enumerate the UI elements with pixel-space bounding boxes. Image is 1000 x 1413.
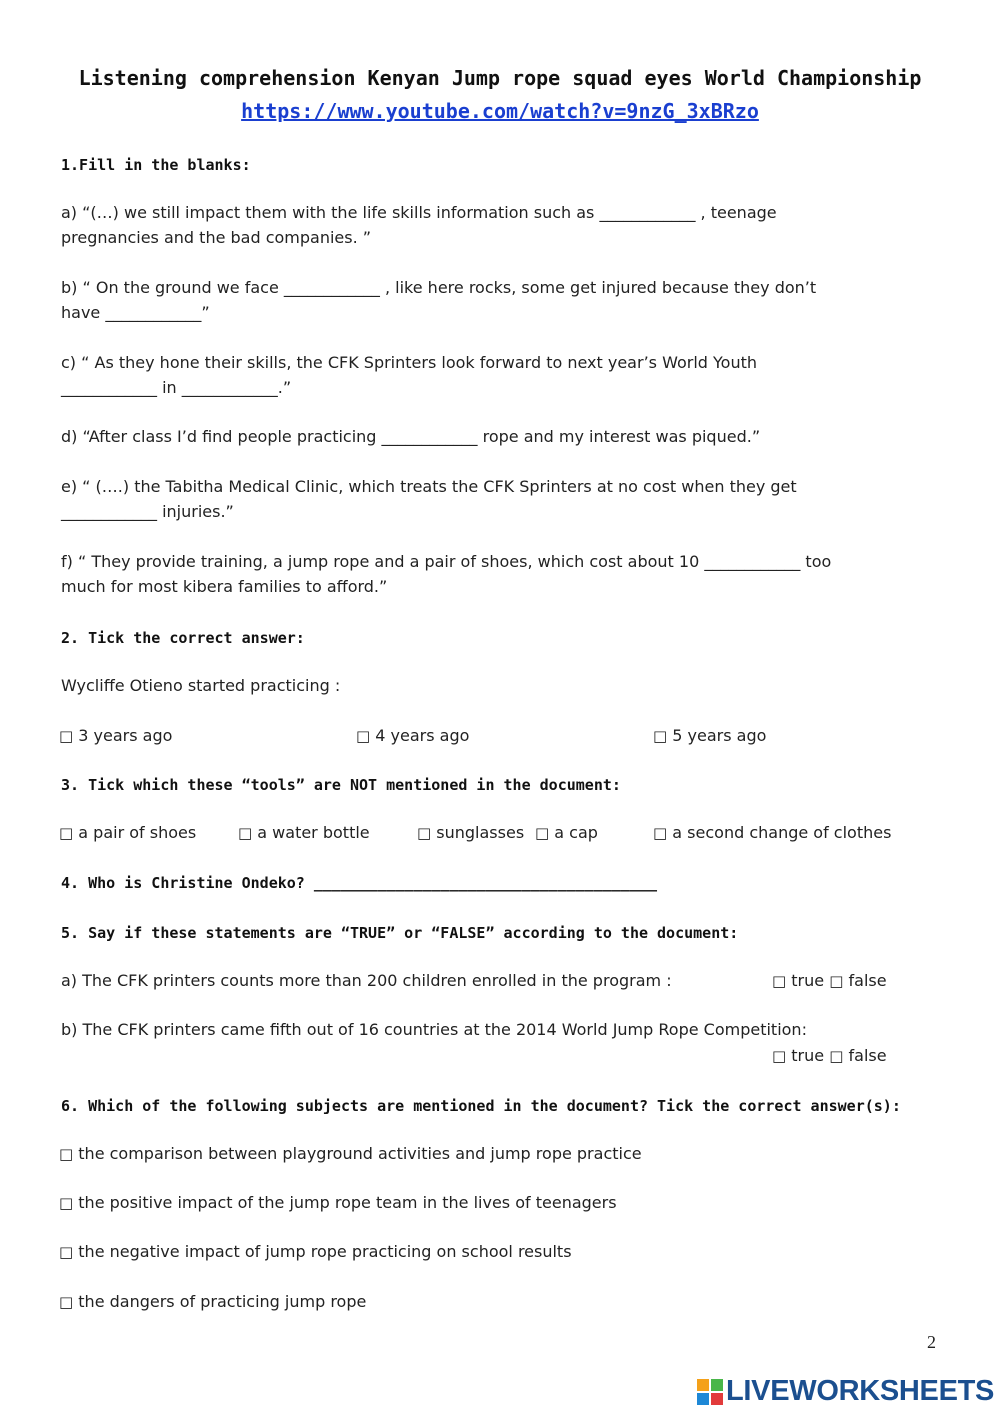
q3-option-4[interactable]	[535, 823, 598, 842]
checkbox-icon[interactable]: □	[772, 972, 787, 990]
q6-option-label: the negative impact of jump rope practicing on school results	[78, 1242, 572, 1261]
logo-text: LIVEWORKSHEETS	[726, 1375, 995, 1407]
q3-option-2[interactable]	[238, 823, 370, 842]
q3-option-1[interactable]	[59, 823, 196, 842]
q2-heading: 2. Tick the correct answer:	[61, 629, 305, 647]
q1-heading: 1.Fill in the blanks:	[61, 156, 251, 174]
q1e-line1: e) “ (….) the Tabitha Medical Clinic, which treats the CFK Sprinters at no cost when they get	[61, 477, 797, 496]
q1d-line1: d) “After class I’d find people practicing ____________ rope and my interest was piqued.”	[61, 427, 761, 446]
q6-option-label: the positive impact of the jump rope team in the lives of teenagers	[78, 1193, 617, 1212]
q6-option-4[interactable]	[59, 1292, 366, 1311]
checkbox-icon[interactable]: □	[238, 824, 253, 842]
checkbox-icon[interactable]: □	[356, 727, 371, 745]
q5b-answers	[772, 1046, 887, 1065]
q3-option-label: a second change of clothes	[672, 823, 892, 842]
q3-option-label: a pair of shoes	[78, 823, 197, 842]
q6-heading: 6. Which of the following subjects are mentioned in the document? Tick the correct answer(s):	[61, 1097, 901, 1115]
q6-option-label: the comparison between playground activities and jump rope practice	[78, 1144, 642, 1163]
q6-option-3[interactable]	[59, 1242, 572, 1261]
checkbox-icon[interactable]: □	[59, 727, 74, 745]
checkbox-icon[interactable]: □	[535, 824, 550, 842]
checkbox-icon[interactable]: □	[653, 727, 668, 745]
true-label: true	[791, 1046, 825, 1065]
checkbox-icon[interactable]: □	[59, 1194, 74, 1212]
q1f-line2: much for most kibera families to afford.”	[61, 577, 388, 596]
q3-option-3[interactable]	[417, 823, 524, 842]
checkbox-icon[interactable]: □	[59, 1145, 74, 1163]
checkbox-icon[interactable]: □	[829, 972, 844, 990]
q2-option-1[interactable]	[59, 726, 172, 745]
q1e-line2: ____________ injuries.”	[61, 502, 234, 521]
q3-heading: 3. Tick which these “tools” are NOT mentioned in the document:	[61, 776, 621, 794]
q3-option-label: a water bottle	[257, 823, 370, 842]
q3-option-label: a cap	[554, 823, 598, 842]
q1a-line1: a) “(…) we still impact them with the life skills information such as ____________ , teenage	[61, 203, 777, 222]
q2-prompt: Wycliffe Otieno started practicing :	[61, 676, 341, 695]
video-link-line	[0, 99, 1000, 123]
true-label: true	[791, 971, 825, 990]
q1b-line2: have ____________”	[61, 303, 210, 322]
liveworksheets-logo-icon	[697, 1379, 723, 1405]
q1f-line1: f) “ They provide training, a jump rope and a pair of shoes, which cost about 10 ____________ too	[61, 552, 832, 571]
video-link[interactable]: https://www.youtube.com/watch?v=9nzG_3xBRzo	[241, 99, 759, 123]
q3-option-label: sunglasses	[436, 823, 525, 842]
checkbox-icon[interactable]: □	[417, 824, 432, 842]
q5-heading: 5. Say if these statements are “TRUE” or “FALSE” according to the document:	[61, 924, 739, 942]
q2-option-label: 3 years ago	[78, 726, 173, 745]
checkbox-icon[interactable]: □	[829, 1047, 844, 1065]
q5b-statement: b) The CFK printers came fifth out of 16 countries at the 2014 World Jump Rope Competition:	[61, 1020, 807, 1039]
checkbox-icon[interactable]: □	[59, 1243, 74, 1261]
checkbox-icon[interactable]: □	[653, 824, 668, 842]
liveworksheets-logo	[697, 1375, 994, 1408]
checkbox-icon[interactable]: □	[772, 1047, 787, 1065]
q3-option-5[interactable]	[653, 823, 891, 842]
false-label: false	[848, 1046, 887, 1065]
q5a-statement: a) The CFK printers counts more than 200 children enrolled in the program :	[61, 971, 672, 990]
page-title: Listening comprehension Kenyan Jump rope squad eyes World Championship	[78, 66, 922, 90]
q6-option-2[interactable]	[59, 1193, 617, 1212]
checkbox-icon[interactable]: □	[59, 1293, 74, 1311]
q1b-line1: b) “ On the ground we face ____________ , like here rocks, some get injured because they don’t	[61, 278, 817, 297]
q4-heading: 4. Who is Christine Ondeko? ______________________________________	[61, 874, 658, 892]
q2-option-3[interactable]	[653, 726, 766, 745]
q1c-line2: ____________ in ____________.”	[61, 378, 292, 397]
checkbox-icon[interactable]: □	[59, 824, 74, 842]
q6-option-1[interactable]	[59, 1144, 642, 1163]
q2-option-label: 5 years ago	[672, 726, 767, 745]
q5a-answers	[772, 971, 887, 990]
q2-option-label: 4 years ago	[375, 726, 470, 745]
q2-option-2[interactable]	[356, 726, 469, 745]
false-label: false	[848, 971, 887, 990]
q6-option-label: the dangers of practicing jump rope	[78, 1292, 367, 1311]
q1c-line1: c) “ As they hone their skills, the CFK Sprinters look forward to next year’s World Youth	[61, 353, 757, 372]
q1a-line2: pregnancies and the bad companies. ”	[61, 228, 372, 247]
page-number: 2	[927, 1332, 936, 1352]
